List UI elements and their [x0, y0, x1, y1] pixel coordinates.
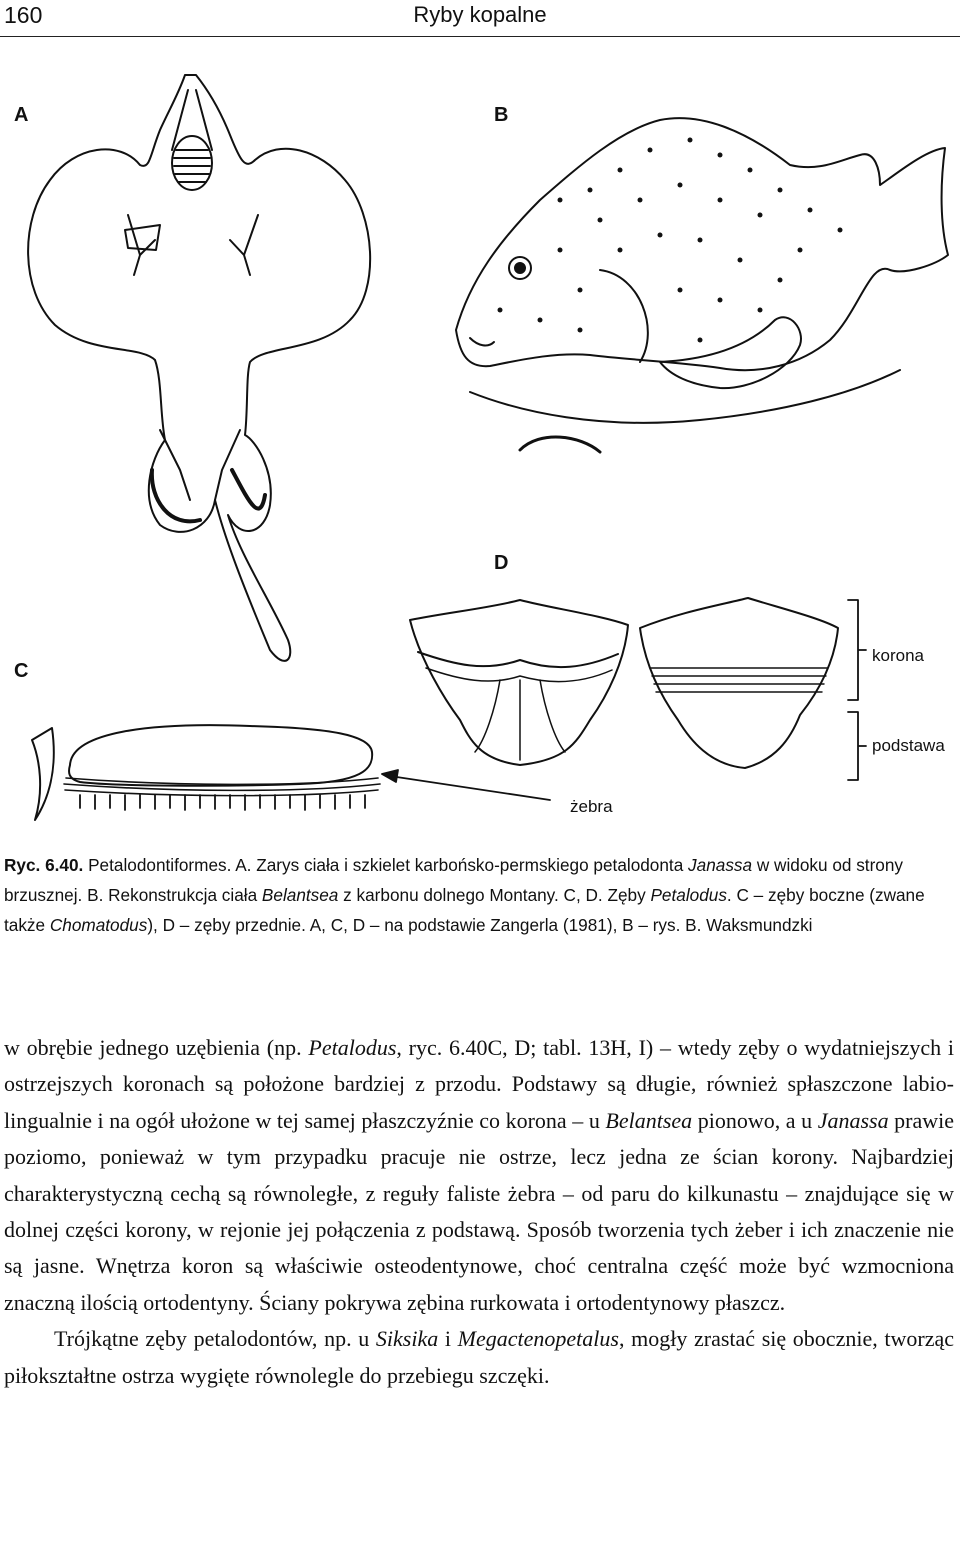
- running-header: [0, 0, 960, 37]
- body-text: [4, 1030, 954, 1394]
- d-annotation-brackets: [382, 600, 866, 800]
- page-number: 160: [4, 2, 43, 28]
- paragraph-2: Trójkątne zęby petalodontów, np. u Siksika i Megactenopetalus, mogły zrastać się obocznie, tworząc piłokształtne ostrza wygięte równolegle do przebiegu szczęki.: [4, 1326, 954, 1388]
- figure-drawings: [0, 40, 960, 830]
- panel-label-d: D: [494, 552, 509, 574]
- figure-caption: Ryc. 6.40. Petalodontiformes. A. Zarys ciała i szkielet karbońsko-permskiego petalodonta Janassa w widoku od strony brzusznej. B. Rekonstrukcja ciała Belantsea z karbonu dolnego Montany. C, D. Zęby Petalodus. C – zęby boczne (zwane także Chomatodus), D – zęby przednie. A, C, D – na podstawie Zangerla (1981), B – rys. B. Waksmundzki: [4, 855, 925, 935]
- panel-label-c: C: [14, 660, 29, 682]
- janassa-drawing: [28, 75, 370, 661]
- label-zebra: żebra: [570, 797, 613, 816]
- belantsea-drawing: [456, 118, 948, 452]
- panel-label-a: A: [14, 104, 29, 126]
- running-title: Ryby kopalne: [413, 2, 547, 27]
- paragraph-1: w obrębie jednego uzębienia (np. Petalodus, ryc. 6.40C, D; tabl. 13H, I) – wtedy zęby o wydatniejszych i ostrzejszych koronach są położone bardziej z przodu. Podstawy są długie, również spłaszczone labio-lingualnie i na ogół ułożone w tej samej płaszczyźnie co korona – u Belantsea pionowo, a u Janassa prawie poziomo, ponieważ w tym przypadku pracuje nie ostrze, lecz jedna ze ścian korony. Najbardziej charakterystyczną cechą są równoległe, z reguły faliste żebra – od paru do kilkunastu – znajdujące się w dolnej części korony, w rejonie jej połączenia z podstawą. Sposób tworzenia tych żeber i ich znaczenie nie są jasne. Wnętrza koron są właściwie osteodentynowe, choć centralna część może być wzmocniona znaczną ilością ortodentyny. Ściany pokrywa zębina rurkowata i ortodentynowy płaszcz.: [4, 1035, 955, 1315]
- lateral-tooth-drawing: [32, 725, 380, 820]
- caption-id: Ryc. 6.40.: [4, 855, 84, 875]
- label-korona: korona: [872, 646, 924, 665]
- label-podstawa: podstawa: [872, 736, 945, 755]
- panel-label-b: B: [494, 104, 509, 126]
- anterior-teeth-drawing: [410, 598, 838, 768]
